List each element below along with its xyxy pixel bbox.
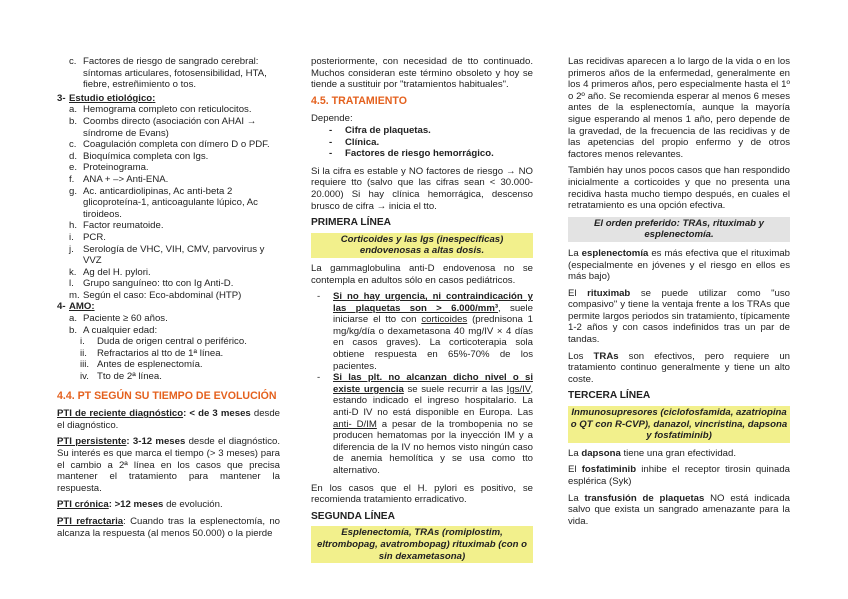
paragraph-hpylori: En los casos que el H. pylori es positivo, se recomienda tratamiento erradicativo.	[311, 482, 533, 506]
paragraph-gammaglobulina: La gammaglobulina anti-D endovenosa no se contempla en adultos sólo en casos pediátricos.	[311, 262, 533, 286]
estudio-list	[57, 104, 280, 301]
list-item: c. Coagulación completa con dímero D o PDF.	[69, 139, 270, 151]
tercera-linea-highlight: Inmunosupresores (ciclofosfamida, azatriopina o QT con R-CVP), danazol, vincristina, dapsona y fosfatiminib)	[568, 406, 790, 443]
tercera-linea-title: TERCERA LÍNEA	[568, 390, 651, 402]
list-item: c. Factores de riesgo de sangrado cerebral: síntomas articulares, fotosensibilidad, HTA, fiebre, estreñimiento o tos.	[69, 56, 267, 91]
list-item: g. Ac. anticardiolipinas, Ac anti-beta 2 glicoproteína-1, anticoagulante lúpico, Ac tiroideos.	[69, 185, 258, 220]
intro-paragraph: posteriormente, con necesidad de tto continuado. Muchos consideran este término obsoleto y hoy se tiende a sustituir por "tratamientos habituales".	[311, 56, 533, 91]
orden-preferido-highlight: El orden preferido: TRAs, rituximab y esplenectomía.	[568, 217, 790, 242]
pti-refractaria: PTI refractaria: Cuando tras la esplenectomía, no alcanza la respuesta (al menos 50.000) o la pierde	[57, 515, 280, 539]
list-item: a. Hemograma completo con reticulocitos.	[69, 104, 252, 116]
pti-cronica: PTI crónica: >12 meses de evolución.	[57, 499, 223, 511]
list-item: b. A cualquier edad:	[69, 324, 158, 336]
section-title-tratamiento: 4.5. TRATAMIENTO	[311, 94, 407, 107]
list-item: iv. Tto de 2ª línea.	[80, 371, 162, 383]
paragraph-dapsona: La dapsona tiene una gran efectividad.	[568, 447, 737, 459]
depende-label: Depende:	[311, 113, 353, 125]
depende-list	[311, 125, 533, 160]
column-right	[568, 56, 790, 532]
list-item: f. ANA + –> Anti-ENA.	[69, 173, 169, 185]
amo-sublist	[57, 336, 280, 382]
bullet-urgencia: - Si las plt. no alcanzan dicho nivel o si existe urgencia se suele recurrir a las Igs/IV, estando indicado el ingreso hospitalario. La anti-D IV no está disponible en Europa. Las anti- D/IM a pesar de la trombopenia no se producen hematomas por la inyección IM y a diferencia de la IV no hemos visto ningún caso de anemia hemolítica y se usa como tto alternativo.	[317, 372, 533, 476]
bullet-no-urgencia: - Si no hay urgencia, ni contraindicación y las plaquetas son > 6.000/mm³, suele iniciarse el tto con corticoides (prednisona 1 mg/kg/día o dexametasona 40 mg/IV × 4 días en casos graves). La corticoterapia sola obtiene respuesta en 65%-70% de los pacientes.	[317, 291, 534, 372]
section-heading-amo: 4- AMO:	[57, 301, 95, 313]
pti-reciente: PTI de reciente diagnóstico: < de 3 meses desde el diagnóstico.	[57, 408, 280, 431]
column-middle	[311, 56, 533, 568]
list-item: d. Bioquímica completa con Igs.	[69, 150, 209, 162]
list-item: h. Factor reumatoide.	[69, 220, 164, 232]
paragraph-fosfatiminib: El fosfatiminib inhibe el receptor tirosin quinada esplérica (Syk)	[568, 464, 790, 487]
list-item: iii. Antes de esplenectomía.	[80, 359, 203, 371]
list-item: j. Serología de VHC, VIH, CMV, parvovirus y VVZ	[69, 243, 265, 267]
paragraph-cifra: Si la cifra es estable y NO factores de riesgo → NO requiere tto (salvo que las cifras sean < 30.000-20.000) Si hay clínica hemorrágica, descenso brusco de cifra → inicia el tto.	[311, 165, 533, 212]
list-item: b. Coombs directo (asociación con AHAI → síndrome de Evans)	[69, 115, 257, 139]
segunda-linea-highlight: Esplenectomía, TRAs (romiplostim, eltrombopag, avatrombopag) rituximab (con o sin dexametasona)	[311, 526, 533, 563]
paragraph-esplenectomia: La esplenectomía es más efectiva que el rituximab (especialmente en jóvenes y el riesgo en ellos es más bajo)	[568, 247, 790, 283]
primera-linea-highlight: Corticoides y las Igs (inespecíficas) endovenosas a altas dosis.	[311, 233, 533, 258]
section-heading-estudio: 3- Estudio etiológico:	[57, 92, 156, 104]
list-item: k. Ag del H. pylori.	[69, 266, 151, 278]
amo-list	[57, 313, 280, 336]
primera-linea-title: PRIMERA LÍNEA	[311, 217, 391, 229]
list-item: i. PCR.	[69, 231, 106, 243]
list-item: i. Duda de origen central o periférico.	[80, 336, 247, 348]
list-item: l. Grupo sanguíneo: tto con Ig Anti-D.	[69, 278, 234, 290]
column-left	[57, 56, 280, 544]
paragraph-tras: Los TRAs son efectivos, pero requiere un tratamiento continuo generalmente y tiene un alto coste.	[568, 350, 790, 385]
list-item: a. Paciente ≥ 60 años.	[69, 313, 168, 325]
paragraph-retratamiento: También hay unos pocos casos que han respondido inicialmente a corticoides y que no presenta una recidiva hasta mucho tiempo después, en cuales el retratamiento es una opción efectiva.	[568, 165, 790, 212]
list-item: ii. Refractarios al tto de 1ª línea.	[80, 347, 224, 359]
section-title-evolucion: 4.4. PT SEGÚN SU TIEMPO DE EVOLUCIÓN	[57, 389, 277, 402]
list-item: e. Proteinograma.	[69, 162, 149, 174]
depende-item: - Clínica.	[329, 136, 380, 148]
paragraph-recidivas: Las recidivas aparecen a lo largo de la vida o en los primeros años de la enfermedad, generalmente en los 4 primeros años, pero especialmente hasta el 1º o 2º año. Se recomienda esperar al menos 6 meses antes de la esplenectomía, aunque la mayoría sigue esperando al menos 1 año, pero depende de la gravedad, de la frecuencia de las recidivas y de las apetencias del propio enfermo y de otros factores menos relevantes.	[568, 56, 790, 160]
pti-persistente: PTI persistente: 3-12 meses desde el diagnóstico. Su interés es que marca el tiempo (> 3 meses) para el cambio a 2ª línea en los casos que precisa mantener el tratamiento para mantener la respuesta.	[57, 436, 280, 494]
depende-item: - Cifra de plaquetas.	[329, 124, 431, 136]
depende-item: - Factores de riesgo hemorrágico.	[329, 148, 494, 160]
list-item: m. Según el caso: Eco-abdominal (HTP)	[69, 289, 242, 301]
paragraph-transfusion: La transfusión de plaquetas NO está indicada salvo que exista un sangrado amenazante para la vida.	[568, 492, 790, 527]
paragraph-rituximab: El rituximab se puede utilizar como "uso compasivo" y tiene la ventaja frente a los TRAs que permite largos periodos sin tratamiento, típicamente 1-2 años y con casos indefinidos tras un par de tandas.	[568, 287, 790, 346]
segunda-linea-title: SEGUNDA LÍNEA	[311, 510, 395, 522]
